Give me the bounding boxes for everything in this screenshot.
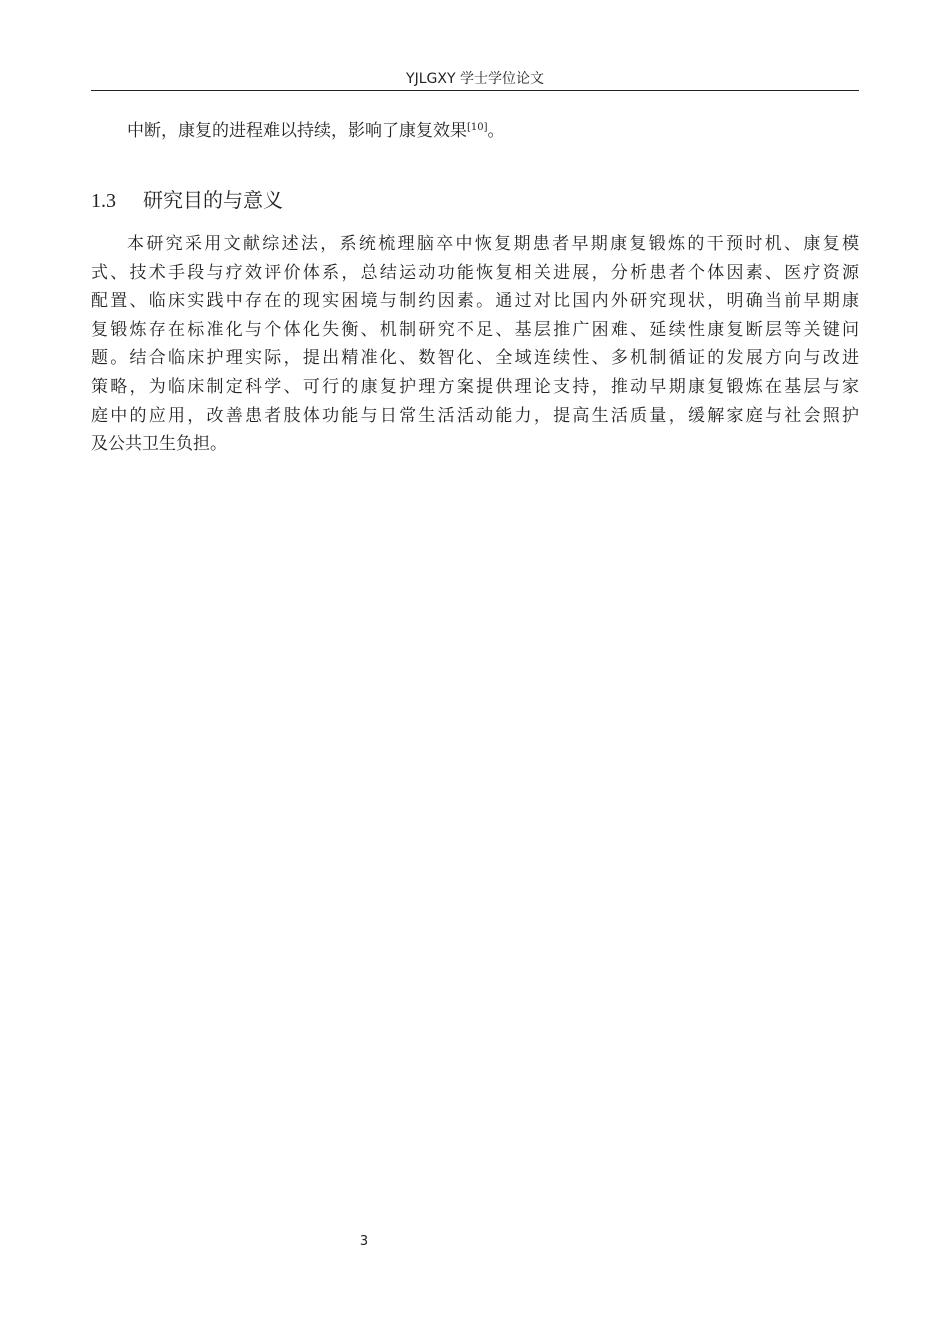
- page-number: 3: [359, 1234, 369, 1249]
- paragraph-line: 式、技术手段与疗效评价体系，总结运动功能恢复相关进展，分析患者个体因素、医疗资源: [91, 262, 859, 283]
- continuation-end: 。: [487, 121, 505, 141]
- continuation-text: 中断，康复的进程难以持续，影响了康复效果: [127, 121, 467, 141]
- paragraph-line: 庭中的应用，改善患者肢体功能与日常生活活动能力，提高生活质量，缓解家庭与社会照护: [91, 405, 859, 426]
- section-number: 1.3: [91, 190, 116, 212]
- body-paragraph: [91, 230, 859, 459]
- header-rule: [91, 90, 859, 91]
- paragraph-line: 题。结合临床护理实际，提出精准化、数智化、全域连续性、多机制循证的发展方向与改进: [91, 348, 859, 369]
- paragraph-line: 策略，为临床制定科学、可行的康复护理方案提供理论支持，推动早期康复锻炼在基层与家: [91, 376, 859, 397]
- paragraph-line: 及公共卫生负担。: [91, 434, 227, 455]
- section-title: 研究目的与意义: [143, 188, 283, 212]
- paragraph-line: 配置、临床实践中存在的现实困境与制约因素。通过对比国内外研究现状，明确当前早期康: [91, 291, 859, 312]
- section-heading: [91, 185, 283, 216]
- citation-reference: [10]: [467, 122, 488, 133]
- paragraph-line: 复锻炼存在标准化与个体化失衡、机制研究不足、基层推广困难、延续性康复断层等关键问: [91, 319, 859, 340]
- running-header: YJLGXY 学士学位论文: [406, 71, 544, 87]
- paragraph-line: 本研究采用文献综述法，系统梳理脑卒中恢复期患者早期康复锻炼的干预时机、康复模: [127, 234, 859, 254]
- continuation-paragraph: [91, 117, 859, 145]
